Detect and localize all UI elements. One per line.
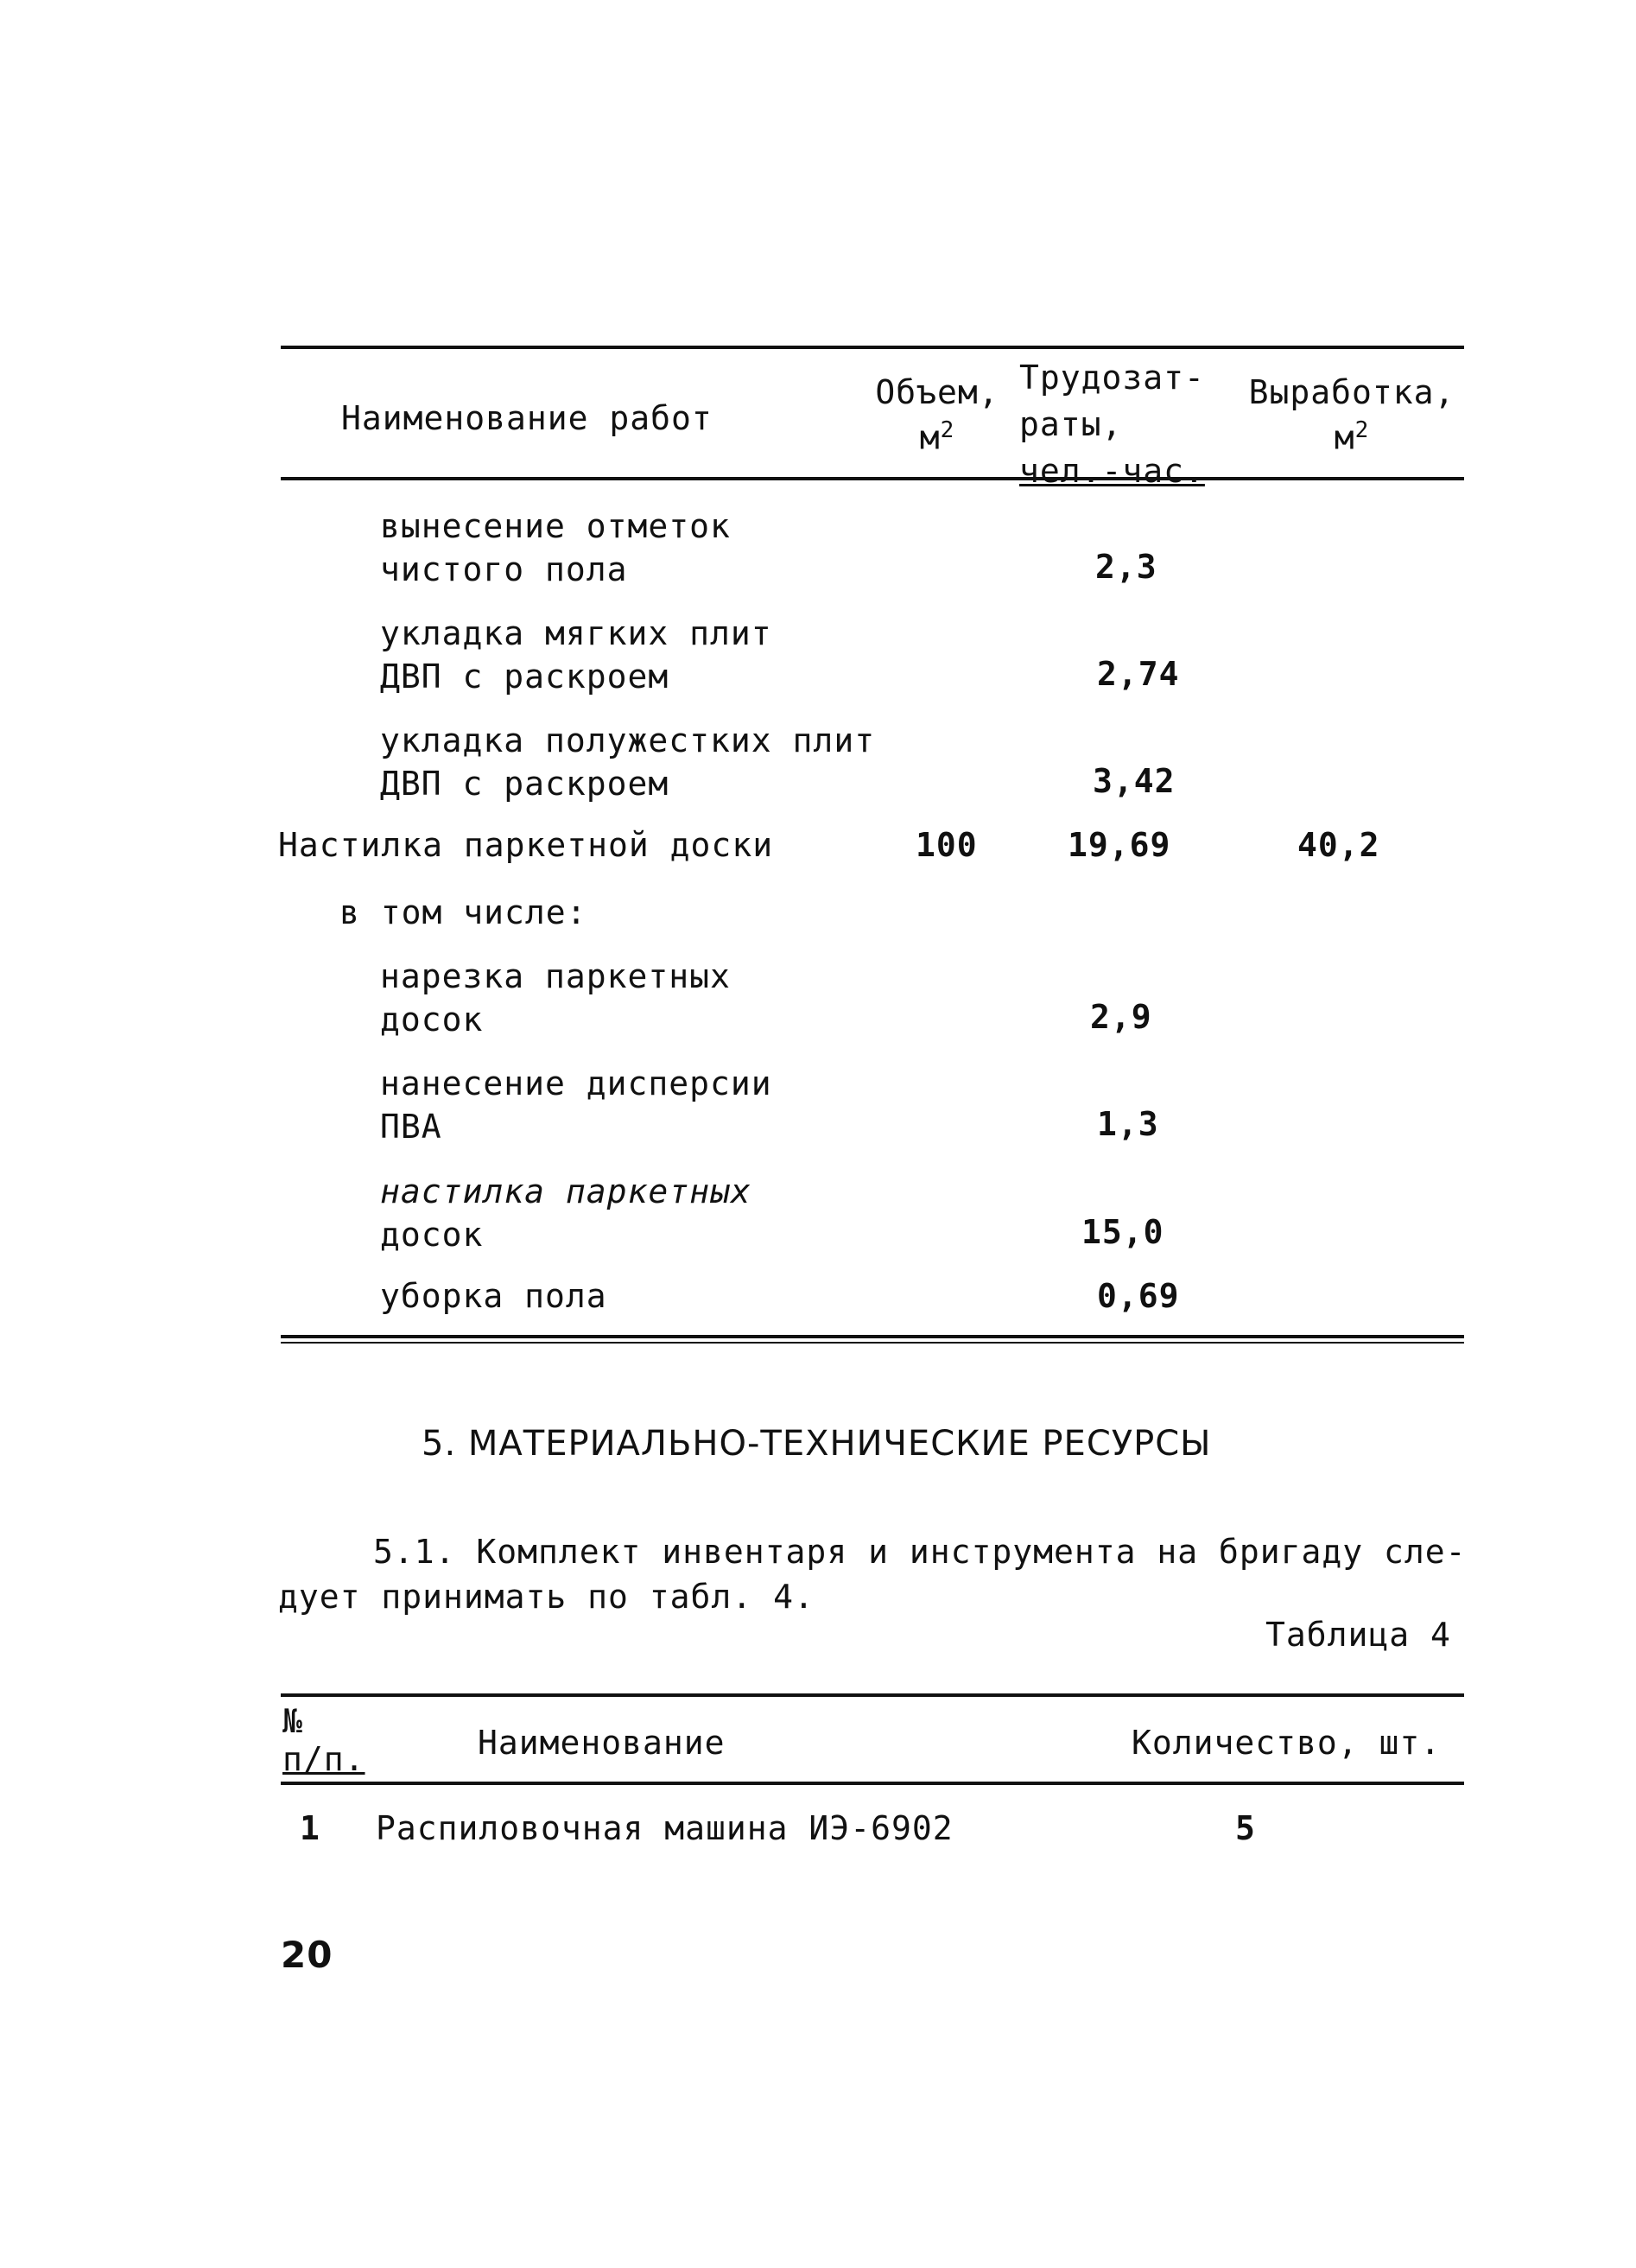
table3-row-name-line1: укладка полужестких плит	[380, 721, 876, 759]
table3-header-labor-line1: Трудозат-	[1019, 359, 1205, 397]
table3-row-output: 40,2	[1297, 826, 1380, 864]
table3-row-labor: 19,69	[1068, 826, 1171, 864]
table3-row-name	[380, 505, 731, 591]
table3-row-name	[380, 612, 772, 698]
table3-header-labor	[1019, 354, 1205, 494]
table3-row-name-line1: нарезка паркетных	[380, 957, 731, 995]
table3-row-name-line2: ДВП с раскроем	[380, 658, 669, 696]
table3-row-name-line2: досок	[380, 1001, 484, 1039]
table3-row-name	[380, 719, 875, 805]
table4-header-name: Наименование	[478, 1724, 726, 1762]
table3-row-name: в том числе:	[339, 893, 587, 931]
table3-header-labor-line2: раты,	[1019, 405, 1123, 443]
table3-row-labor: 2,74	[1097, 655, 1180, 693]
table3-row-labor: 0,69	[1097, 1277, 1180, 1315]
table3-bottom-rule	[281, 1335, 1464, 1338]
table3-row-name-line1: нанесение дисперсии	[380, 1064, 772, 1102]
section-paragraph-line2: дует принимать по табл. 4.	[278, 1578, 815, 1616]
table4-header-qty: Количество, шт.	[1132, 1724, 1442, 1762]
table3-row-volume: 100	[916, 826, 978, 864]
table3-row-labor: 2,9	[1090, 998, 1152, 1036]
table3-row-name-line1: укладка мягких плит	[380, 614, 772, 652]
section-heading: 5. МАТЕРИАЛЬНО-ТЕХНИЧЕСКИЕ РЕСУРСЫ	[422, 1424, 1212, 1464]
section-paragraph-line1: 5.1. Комплект инвентаря и инструмента на бригаду сле-	[373, 1533, 1467, 1571]
table3-row-name: уборка пола	[380, 1277, 607, 1315]
table4-row-qty: 5	[1235, 1809, 1256, 1847]
table3-row-name: Настилка паркетной доски	[278, 826, 774, 864]
table3-header-volume-label: Объем,	[875, 373, 999, 411]
table4-header-num-line2: п/п.	[282, 1740, 365, 1778]
table3-row-name-line2: ДВП с раскроем	[380, 765, 669, 803]
table3-header-name: Наименование работ	[341, 399, 713, 437]
table3-row-labor: 1,3	[1097, 1105, 1159, 1143]
section-paragraph	[278, 1529, 1467, 1619]
table3-row-labor: 2,3	[1095, 548, 1157, 586]
page-number: 20	[281, 1934, 333, 1976]
table3-header-output-unit: $м^2$	[1334, 417, 1370, 457]
table3-row-name	[380, 1062, 772, 1148]
table3-row-labor: 3,42	[1093, 762, 1176, 800]
table3-header-output	[1235, 373, 1468, 457]
table3-row-labor: 15,0	[1081, 1213, 1164, 1251]
table3-bottom-rule-2	[281, 1342, 1464, 1344]
table3-row-name-line1: настилка паркетных	[380, 1172, 751, 1210]
table4-header-rule	[281, 1782, 1464, 1785]
table4-header-num	[282, 1702, 365, 1778]
table4-row-num: 1	[300, 1809, 320, 1847]
table4-row-name: Распиловочная машина ИЭ-6902	[376, 1809, 954, 1847]
table3-row-name-line2: досок	[380, 1216, 484, 1254]
table3-top-rule	[281, 346, 1464, 349]
table3-row-name-line2: ПВА	[380, 1108, 442, 1146]
table3-row-name	[380, 955, 731, 1041]
table4-caption: Таблица 4	[1265, 1616, 1451, 1654]
table3-header-volume-unit: $м^2$	[919, 417, 955, 457]
table3-header-volume	[864, 373, 1011, 457]
table4-top-rule	[281, 1693, 1464, 1697]
table3-row-name-line1: вынесение отметок	[380, 507, 731, 545]
table4-header-num-line1: №	[282, 1702, 303, 1740]
table3-header-output-label: Выработка,	[1248, 373, 1455, 411]
table3-row-name	[380, 1170, 751, 1256]
table3-header-rule	[281, 477, 1464, 480]
table3-header-labor-line3: чел.-час.	[1019, 452, 1205, 490]
table3-row-name-line2: чистого пола	[380, 550, 628, 588]
